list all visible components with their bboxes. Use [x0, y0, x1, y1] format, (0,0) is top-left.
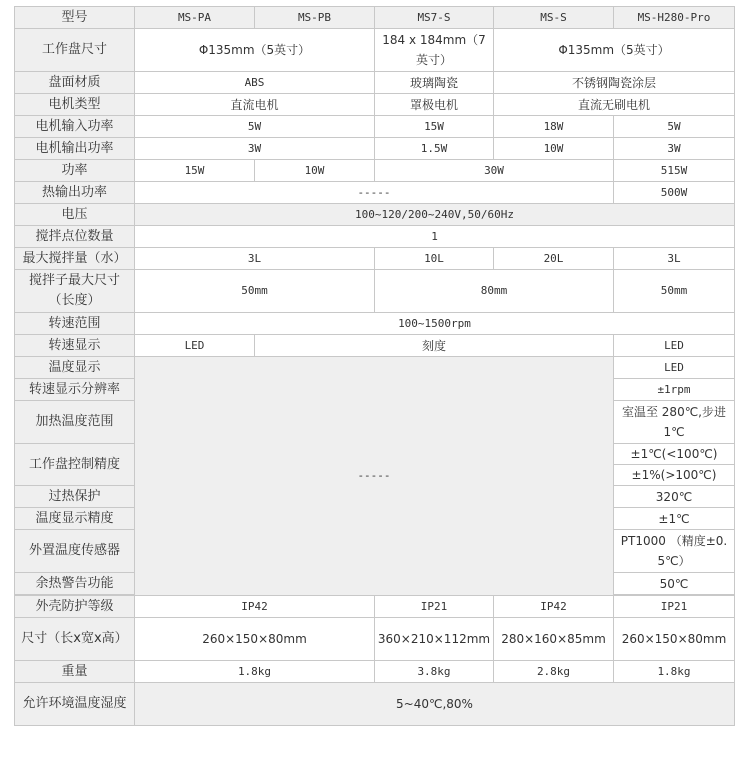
dimensions-ab: 260×150×80mm: [135, 618, 375, 661]
plate-material-c: 玻璃陶瓷: [375, 72, 494, 94]
voltage-all: 100~120/200~240V,50/60Hz: [135, 204, 735, 226]
plate-size-c: 184 x 184mm（7英寸）: [375, 29, 494, 72]
max-volume-e: 3L: [614, 248, 735, 270]
residual-heat-e: 50℃: [614, 573, 735, 595]
plate-material-de: 不锈钢陶瓷涂层: [494, 72, 735, 94]
weight-ab: 1.8kg: [135, 661, 375, 683]
overheat-label: 过热保护: [15, 486, 135, 508]
motor-type-c: 罩极电机: [375, 94, 494, 116]
max-volume-label: 最大搅拌量（水）: [15, 248, 135, 270]
ip-rating-ab: IP42: [135, 596, 375, 618]
power-a: 15W: [135, 160, 255, 182]
motor-output-d: 10W: [494, 138, 614, 160]
row-heat-output: [15, 182, 735, 204]
motor-input-e: 5W: [614, 116, 735, 138]
header-row: [15, 7, 735, 29]
row-dimensions: [15, 618, 735, 661]
power-e: 515W: [614, 160, 735, 182]
max-volume-d: 20L: [494, 248, 614, 270]
plate-accuracy-e1: ±1℃(<100℃): [614, 444, 735, 465]
dimensions-d: 280×160×85mm: [494, 618, 614, 661]
plate-size-label: 工作盘尺寸: [15, 29, 135, 72]
motor-output-c: 1.5W: [375, 138, 494, 160]
row-motor-input: [15, 116, 735, 138]
weight-label: 重量: [15, 661, 135, 683]
stir-positions-label: 搅拌点位数量: [15, 226, 135, 248]
speed-display-e: LED: [614, 335, 735, 357]
ip-rating-label: 外壳防护等级: [15, 596, 135, 618]
motor-type-label: 电机类型: [15, 94, 135, 116]
row-motor-output: [15, 138, 735, 160]
speed-display-label: 转速显示: [15, 335, 135, 357]
dimensions-label: 尺寸（长x宽x高）: [15, 618, 135, 661]
stir-bar-e: 50mm: [614, 270, 735, 313]
heating-range-label: 加热温度范围: [15, 401, 135, 444]
temp-accuracy-label: 温度显示精度: [15, 508, 135, 530]
row-speed-display: [15, 335, 735, 357]
row-plate-size: [15, 29, 735, 72]
plate-accuracy-e2: ±1%(>100℃): [614, 465, 735, 486]
motor-input-ab: 5W: [135, 116, 375, 138]
motor-input-d: 18W: [494, 116, 614, 138]
row-voltage: [15, 204, 735, 226]
stir-bar-cd: 80mm: [375, 270, 614, 313]
dimensions-c: 360×210×112mm: [375, 618, 494, 661]
speed-resolution-label: 转速显示分辨率: [15, 379, 135, 401]
temp-display-label: 温度显示: [15, 357, 135, 379]
temp-display-e: LED: [614, 357, 735, 379]
stir-bar-ab: 50mm: [135, 270, 375, 313]
row-plate-material: [15, 72, 735, 94]
plate-size-de: Φ135mm（5英寸）: [494, 29, 735, 72]
model-ms-h280-pro: MS-H280-Pro: [614, 7, 735, 29]
speed-resolution-e: ±1rpm: [614, 379, 735, 401]
ip-rating-c: IP21: [375, 596, 494, 618]
max-volume-ab: 3L: [135, 248, 375, 270]
plate-size-ab: Φ135mm（5英寸）: [135, 29, 375, 72]
row-stir-bar: [15, 270, 735, 313]
power-cd: 30W: [375, 160, 614, 182]
model-ms-pa: MS-PA: [135, 7, 255, 29]
max-volume-c: 10L: [375, 248, 494, 270]
heat-output-label: 热输出功率: [15, 182, 135, 204]
power-b: 10W: [255, 160, 375, 182]
row-weight: [15, 661, 735, 683]
motor-type-de: 直流无刷电机: [494, 94, 735, 116]
power-label: 功率: [15, 160, 135, 182]
row-ip-rating: [15, 596, 735, 618]
plate-material-label: 盘面材质: [15, 72, 135, 94]
row-stir-positions: [15, 226, 735, 248]
model-ms7-s: MS7-S: [375, 7, 494, 29]
ext-sensor-e: PT1000 （精度±0.5℃）: [614, 530, 735, 573]
row-speed-range: [15, 313, 735, 335]
plate-accuracy-label: 工作盘控制精度: [15, 444, 135, 486]
motor-input-c: 15W: [375, 116, 494, 138]
speed-display-bcd: 刻度: [255, 335, 614, 357]
row-environment: [15, 683, 735, 726]
plate-material-ab: ABS: [135, 72, 375, 94]
stir-bar-label: 搅拌子最大尺寸（长度）: [15, 270, 135, 313]
speed-range-label: 转速范围: [15, 313, 135, 335]
motor-output-e: 3W: [614, 138, 735, 160]
model-ms-pb: MS-PB: [255, 7, 375, 29]
model-ms-s: MS-S: [494, 7, 614, 29]
ip-rating-e: IP21: [614, 596, 735, 618]
row-temp-display: [15, 357, 735, 379]
environment-all: 5~40℃,80%: [135, 683, 735, 726]
heat-output-e: 500W: [614, 182, 735, 204]
row-max-volume: [15, 248, 735, 270]
model-label: 型号: [15, 7, 135, 29]
ext-sensor-label: 外置温度传感器: [15, 530, 135, 573]
motor-output-ab: 3W: [135, 138, 375, 160]
dimensions-e: 260×150×80mm: [614, 618, 735, 661]
temp-accuracy-e: ±1℃: [614, 508, 735, 530]
spec-table: [14, 6, 735, 726]
voltage-label: 电压: [15, 204, 135, 226]
row-motor-type: [15, 94, 735, 116]
speed-range-all: 100~1500rpm: [135, 313, 735, 335]
speed-display-a: LED: [135, 335, 255, 357]
ip-rating-d: IP42: [494, 596, 614, 618]
temp-block-abcd: -----: [135, 357, 614, 596]
residual-heat-label: 余热警告功能: [15, 573, 135, 595]
heat-output-abcd: -----: [135, 182, 614, 204]
motor-input-label: 电机输入功率: [15, 116, 135, 138]
stir-positions-all: 1: [135, 226, 735, 248]
overheat-e: 320℃: [614, 486, 735, 508]
motor-output-label: 电机输出功率: [15, 138, 135, 160]
motor-type-ab: 直流电机: [135, 94, 375, 116]
weight-c: 3.8kg: [375, 661, 494, 683]
weight-d: 2.8kg: [494, 661, 614, 683]
weight-e: 1.8kg: [614, 661, 735, 683]
row-power: [15, 160, 735, 182]
heating-range-e: 室温至 280℃,步进1℃: [614, 401, 735, 444]
environment-label: 允许环境温度湿度: [15, 683, 135, 726]
